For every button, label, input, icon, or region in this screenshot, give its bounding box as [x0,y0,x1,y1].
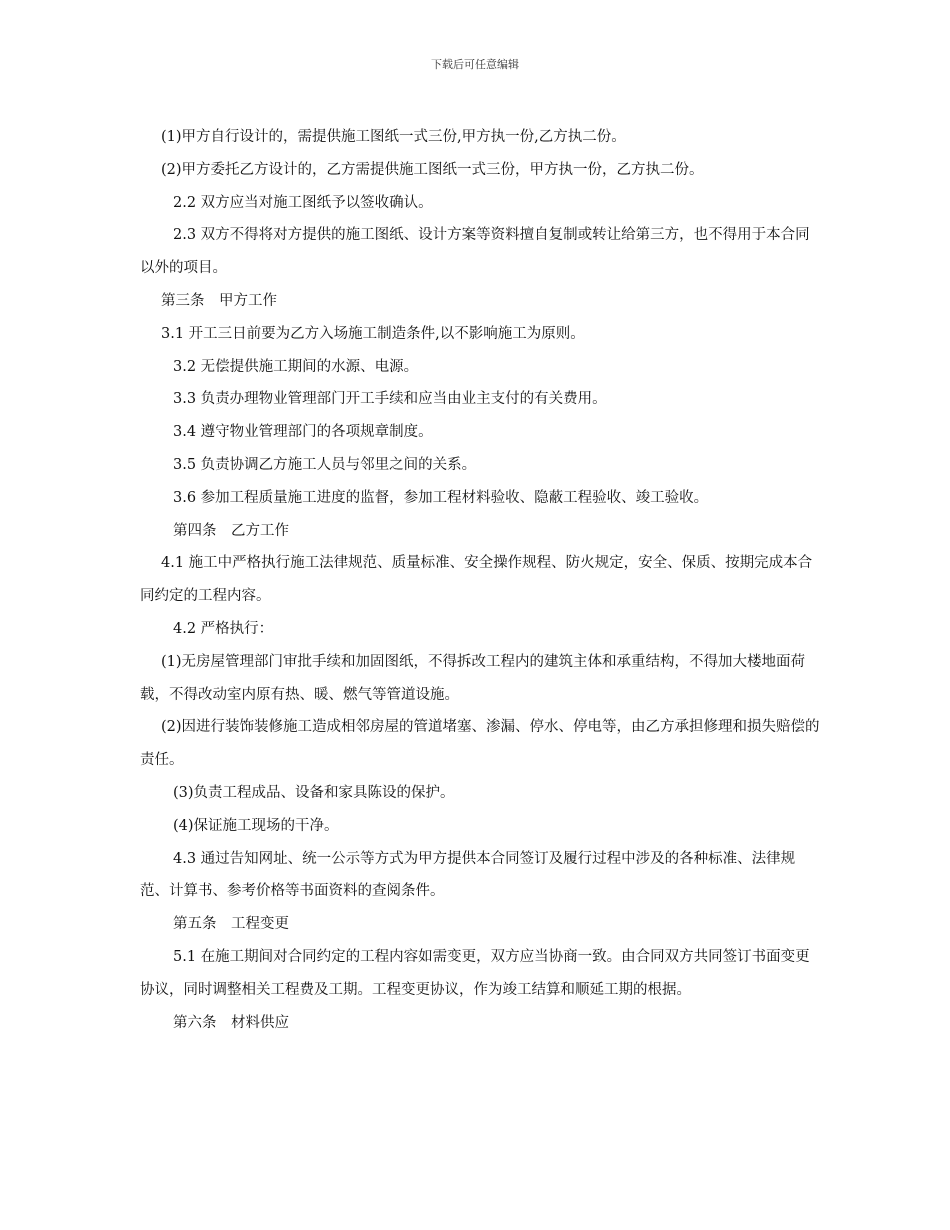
clause-4-2-item-4: (4)保证施工现场的干净。 [173,817,339,834]
clause-3-1: 3.1 开工三日前要为乙方入场施工制造条件,以不影响施工为原则。 [161,325,585,342]
clause-3-6: 3.6 参加工程质量施工进度的监督，参加工程材料验收、隐蔽工程验收、竣工验收。 [173,489,709,506]
clause-4-3: 4.3 通过告知网址、统一公示等方式为甲方提供本合同签订及履行过程中涉及的各种标准、法律规范、计算书、参考价格等书面资料的查阅条件。 [140,850,796,900]
document-body [140,121,820,1039]
clause-2-3: 2.3 双方不得将对方提供的施工图纸、设计方案等资料擅自复制或转让给第三方，也不得用于本合同以外的项目。 [140,227,810,277]
page-header: 下载后可任意编辑 [431,58,519,71]
clause-3-5: 3.5 负责协调乙方施工人员与邻里之间的关系。 [173,456,477,473]
paragraph-1: (1)甲方自行设计的，需提供施工图纸一式三份,甲方执一份,乙方执二份。 [161,129,626,145]
clause-3-3: 3.3 负责办理物业管理部门开工手续和应当由业主支付的有关费用。 [173,391,607,408]
clause-4-1: 4.1 施工中严格执行施工法律规范、质量标准、安全操作规程、防火规定，安全、保质、按期完成本合同约定的工程内容。 [140,555,813,605]
clause-4-2-item-2: (2)因进行装饰装修施工造成相邻房屋的管道堵塞、渗漏、停水、停电等，由乙方承担修理和损失赔偿的责任。 [140,719,820,769]
article-6-heading: 第六条 材料供应 [173,1014,289,1031]
clause-4-2-item-3: (3)负责工程成品、设备和家具陈设的保护。 [173,784,455,801]
clause-4-2: 4.2 严格执行： [173,620,274,637]
clause-4-2-item-1: (1)无房屋管理部门审批手续和加固图纸，不得拆改工程内的建筑主体和承重结构，不得加大楼地面荷载，不得改动室内原有热、暖、燃气等管道设施。 [140,653,806,703]
clause-5-1: 5.1 在施工期间对合同约定的工程内容如需变更，双方应当协商一致。由合同双方共同签订书面变更协议，同时调整相关工程费及工期。工程变更协议，作为竣工结算和顺延工期的根据。 [140,948,810,998]
article-5-heading: 第五条 工程变更 [173,916,289,933]
clause-3-4: 3.4 遵守物业管理部门的各项规章制度。 [173,424,433,441]
clause-3-2: 3.2 无偿提供施工期间的水源、电源。 [173,358,419,375]
paragraph-2: (2)甲方委托乙方设计的，乙方需提供施工图纸一式三份，甲方执一份，乙方执二份。 [161,161,704,178]
article-3-heading: 第三条 甲方工作 [161,292,277,309]
article-4-heading: 第四条 乙方工作 [173,522,289,539]
clause-2-2: 2.2 双方应当对施工图纸予以签收确认。 [173,194,433,211]
